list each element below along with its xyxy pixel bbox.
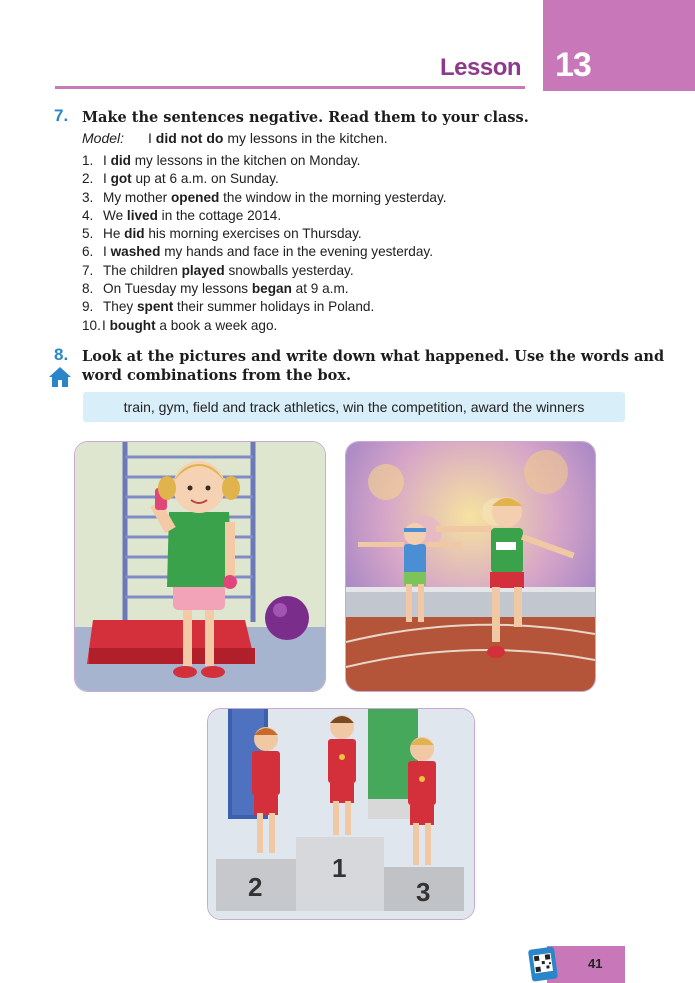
picture-running-race [345,441,596,692]
sentence-verb: began [251,281,292,297]
sentence-item [82,262,447,280]
sentence-text-pre: The children [103,262,182,278]
exercise-8-instruction-line-2: word combinations from the box. [82,367,351,384]
sentence-text-post: the window in the morning yesterday. [219,189,447,205]
sentence-number: 10. [82,317,101,333]
sentence-number: 7. [82,262,94,278]
sentence-text-pre: They [103,299,137,315]
sentence-item [82,243,447,261]
sentence-text-post: their summer holidays in Poland. [173,299,375,315]
page-number: 41 [588,956,603,971]
sentence-text-pre: We [103,207,127,223]
model-sentence [82,130,388,146]
sentence-item [82,280,447,298]
sentence-item [82,317,447,335]
sentence-verb: did [124,226,145,242]
sentence-number: 6. [82,244,94,260]
home-icon [48,366,72,388]
model-label: Model: [82,130,125,146]
sentence-text-post: my hands and face in the evening yesterday. [160,244,433,260]
sentence-number: 8. [82,281,94,297]
model-text-pre: I [148,130,156,146]
exercise-7-number: 7. [54,106,69,125]
header-divider [55,86,525,89]
sentence-number: 1. [82,153,94,168]
exercise-8-number: 8. [54,345,69,364]
sentence-item [82,298,447,316]
sentence-text-pre: On Tuesday my lessons [103,281,252,297]
sentence-text-pre: My mother [103,189,171,205]
lesson-label: Lesson [440,54,522,81]
sentence-verb: washed [110,244,161,260]
sentence-text-post: a book a week ago. [155,317,278,333]
sentence-text-post: at 9 a.m. [291,281,349,297]
sentence-verb: spent [137,299,174,315]
sentence-text-post: in the cottage 2014. [157,207,282,223]
sentence-number: 4. [82,207,94,223]
sentence-number: 3. [82,189,94,205]
sentence-text-post: my lessons in the kitchen on Monday. [130,153,361,168]
qr-code-icon [528,946,560,982]
word-box: train, gym, field and track athletics, win the competition, award the winners [83,392,625,422]
sentence-verb: did [110,153,131,168]
sentence-verb: opened [170,189,220,205]
sentence-text-pre: I [102,317,110,333]
model-text-bold: did not do [155,130,224,146]
sentence-text-pre: I [103,171,111,187]
exercise-8-instruction-line-1: Look at the pictures and write down what happened. Use the words and [82,348,665,365]
lesson-number: 13 [555,46,591,84]
podium-label-2: 2 [248,872,263,902]
podium-label-3: 3 [416,877,431,907]
sentence-number: 5. [82,226,94,242]
sentence-verb: played [181,262,225,278]
picture-girl-gym [74,441,326,692]
sentence-number: 9. [82,299,94,315]
picture-award-podium [207,708,475,920]
sentence-item [82,207,447,225]
sentence-item [82,225,447,243]
exercise-7-instruction: Make the sentences negative. Read them to your class. [82,109,529,126]
sentence-text-post: up at 6 a.m. on Sunday. [131,171,279,187]
sentence-verb: lived [126,207,158,223]
sentence-text-pre: I [103,153,111,168]
sentence-item [82,189,447,207]
sentence-text-post: snowballs yesterday. [224,262,354,278]
sentence-list [82,152,447,335]
sentence-text-pre: I [103,244,111,260]
model-text-post: my lessons in the kitchen. [223,130,388,146]
sentence-text-post: his morning exercises on Thursday. [144,226,362,242]
sentence-item [82,152,447,170]
sentence-text-pre: He [103,226,125,242]
sentence-item [82,170,447,188]
podium-label-1: 1 [332,853,347,883]
sentence-number: 2. [82,171,94,187]
sentence-verb: got [110,171,132,187]
sentence-verb: bought [109,317,156,333]
